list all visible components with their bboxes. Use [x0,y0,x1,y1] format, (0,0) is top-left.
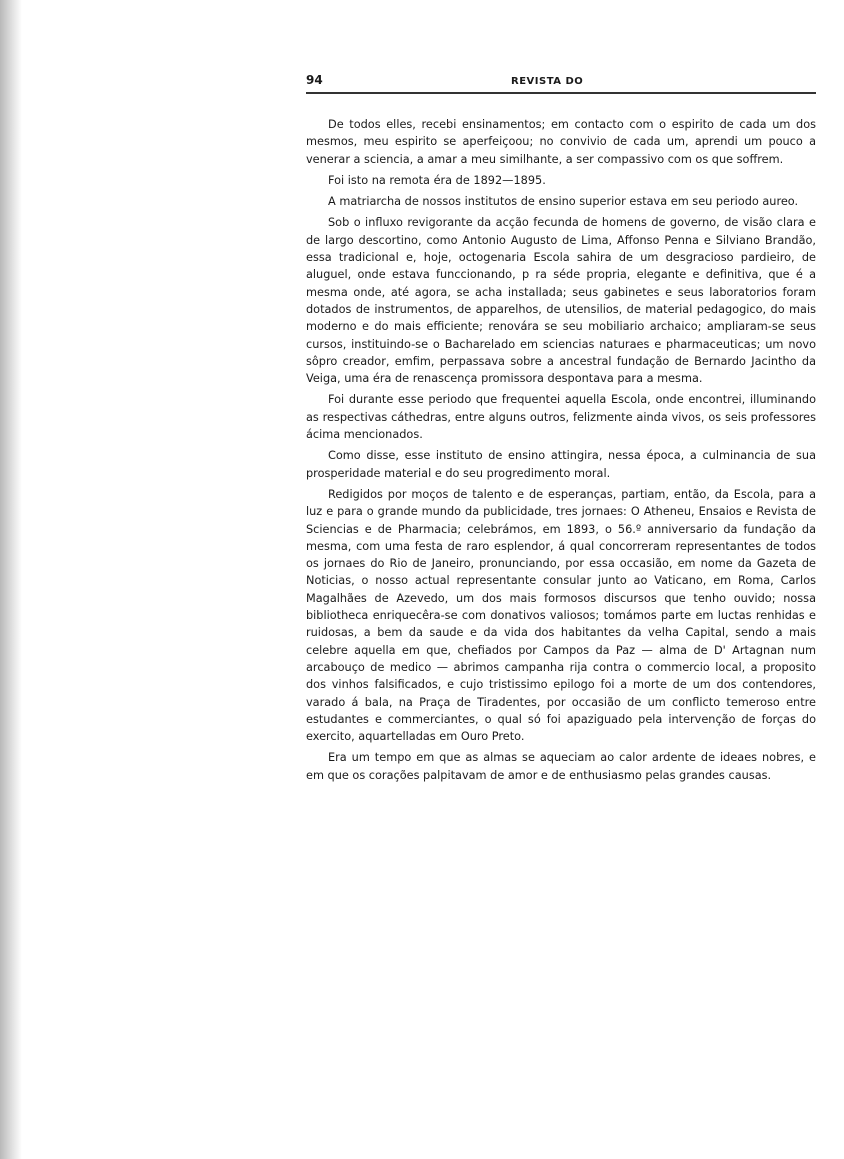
body-text [306,116,816,784]
header-rule [306,92,816,94]
scan-edge-shadow [0,0,22,1159]
running-title: REVISTA DO [511,76,584,87]
book-page [306,70,816,788]
paragraph: Como disse, esse instituto de ensino attingira, nessa época, a culminancia de sua prosperidade material e do seu progredimento moral. [306,449,816,480]
paragraph: Redigidos por moços de talento e de esperanças, partiam, então, da Escola, para a luz e para o grande mundo da publicidade, tres jornaes: O Atheneu, Ensaios e Revista de Sciencias e de Pharmacia; celebrámos, em 1893, o 56.º anniversario da fundação da mesma, com uma festa de raro esplendor, á qual concorreram representantes de todos os jornaes do Rio de Janeiro, pronunciando, por essa occasião, em nome da Gazeta de Noticias, o nosso actual representante consular junto ao Vaticano, em Roma, Carlos Magalhães de Azevedo, um dos mais formosos discursos que tenho ouvido; nossa bibliotheca enriquecêra-se com donativos valiosos; tomámos parte em luctas renhidas e ruidosas, a bem da saude e da vida dos habitantes da velha Capital, sendo a mais celebre aquella em que, chefiados por Campos da Paz — alma de D' Artagnan num arcabouço de medico — abrimos campanha rija contra o commercio local, a proposito dos vinhos falsificados, e cujo tristissimo epilogo foi a morte de um dos contendores, varado á bala, na Praça de Tiradentes, por occasião de um conflicto temeroso entre estudantes e commerciantes, o qual só foi apaziguado pela intervenção de forças do exercito, aquartelladas em Ouro Preto. [306,487,816,744]
paragraph: A matriarcha de nossos institutos de ensino superior estava em seu periodo aureo. [328,195,799,209]
paragraph: Era um tempo em que as almas se aqueciam ao calor ardente de ideaes nobres, e em que os corações palpitavam de amor e de enthusiasmo pelas grandes causas. [306,751,816,782]
paragraph: Sob o influxo revigorante da acção fecunda de homens de governo, de visão clara e de largo descortino, como Antonio Augusto de Lima, Affonso Penna e Silviano Brandão, essa tradicional e, hoje, octogenaria Escola sahira de um desgracioso pardieiro, de aluguel, onde estava funccionando, p ra séde propria, elegante e definitiva, que é a mesma onde, até agora, se acha installada; seus gabinetes e seus laboratorios foram dotados de instrumentos, de apparelhos, de utensilios, de material pedagogico, do mais moderno e do mais efficiente; renovára se seu mobiliario archaico; ampliaram-se seus cursos, instituindo-se o Bacharelado em sciencias naturaes e pharmaceuticas; um novo sôpro creador, emfim, perpassava sobre a ancestral fundação de Bernardo Jacintho da Veiga, uma éra de renascença promissora despontava para a mesma. [306,216,816,386]
page-header [306,70,816,92]
paragraph: Foi isto na remota éra de 1892—1895. [328,173,546,187]
page-number: 94 [306,73,323,87]
paragraph: De todos elles, recebi ensinamentos; em contacto com o espirito de cada um dos mesmos, meu espirito se aperfeiçoou; no convivio de cada um, aprendi um pouco a venerar a sciencia, a amar a meu similhante, a ser compassivo com os que soffrem. [306,118,816,166]
paragraph: Foi durante esse periodo que frequentei aquella Escola, onde encontrei, illuminando as respectivas cáthedras, entre alguns outros, felizmente ainda vivos, os seis professores ácima mencionados. [306,393,816,442]
